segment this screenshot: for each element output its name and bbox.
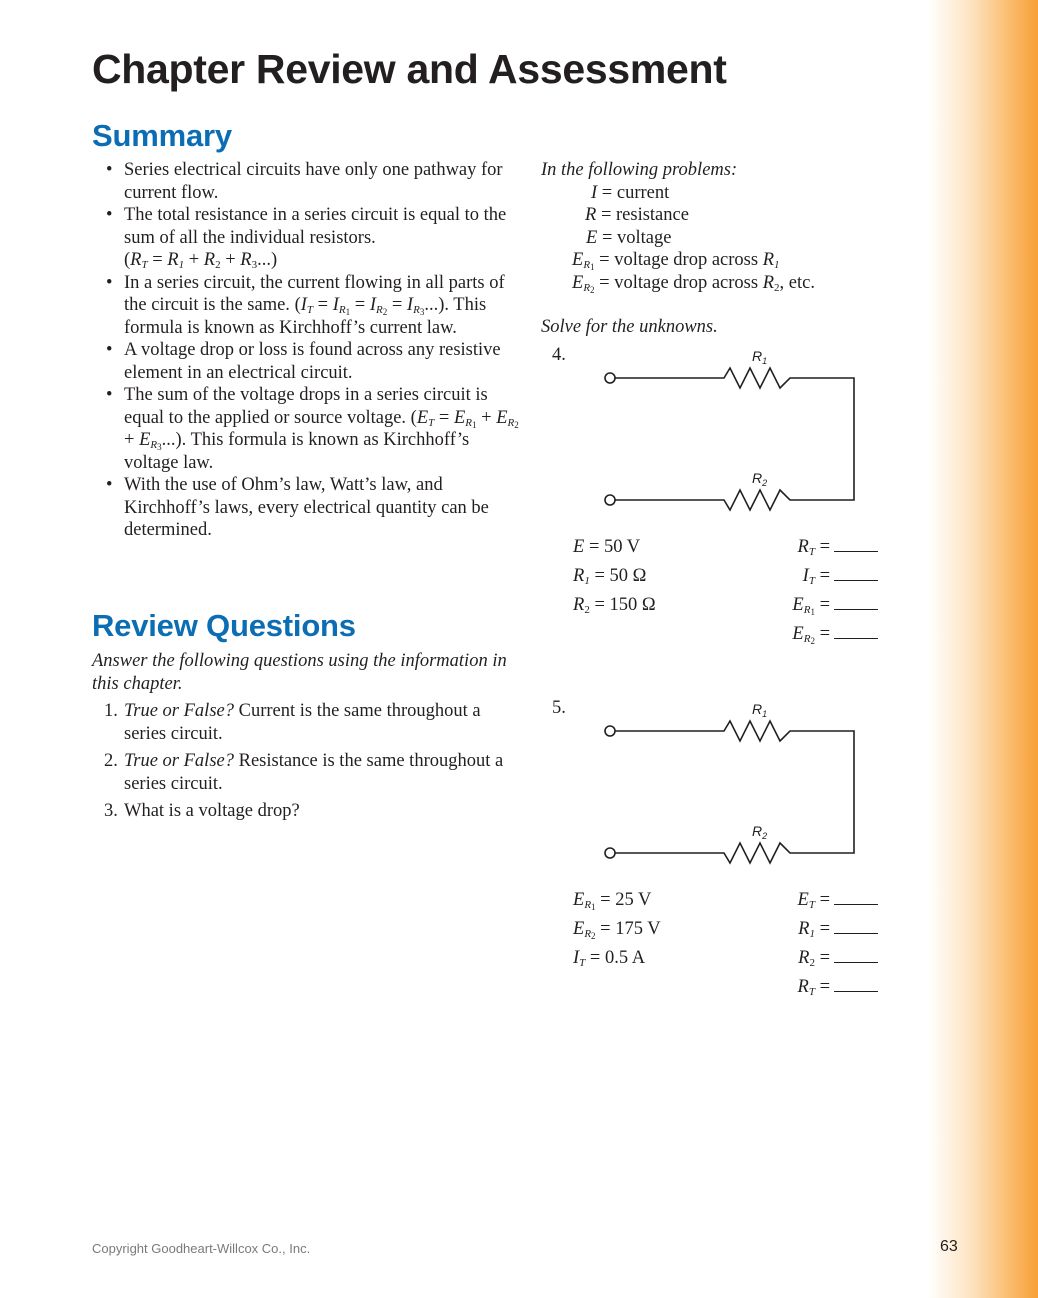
answer-blank[interactable] bbox=[834, 566, 878, 581]
summary-bullet: • A voltage drop or loss is found across any resistive element in an electrical circuit. bbox=[104, 339, 524, 384]
series-circuit-diagram bbox=[600, 345, 860, 515]
answer-rt: $R_T$ = bbox=[798, 977, 879, 998]
answer-blank[interactable] bbox=[834, 890, 878, 905]
solve-instruction: Solve for the unknowns. bbox=[541, 317, 718, 337]
resistor-r1-label: $R_1$ bbox=[752, 701, 768, 719]
terminal-bottom bbox=[605, 495, 615, 505]
summary-bullet: • With the use of Ohm’s law, Watt’s law, and Kirchhoff’s laws, every electrical quantity can be determined. bbox=[104, 474, 524, 542]
question-item: 3. What is a voltage drop? bbox=[104, 801, 300, 821]
copyright-notice: Copyright Goodheart-Willcox Co., Inc. bbox=[92, 1241, 311, 1256]
given-e: E = 50 V bbox=[573, 537, 641, 557]
summary-list bbox=[104, 159, 524, 542]
problem-number: 5. bbox=[552, 698, 566, 718]
review-heading: Review Questions bbox=[92, 608, 356, 643]
circuit-wire bbox=[615, 721, 854, 863]
summary-heading: Summary bbox=[92, 118, 232, 153]
series-circuit-diagram bbox=[600, 698, 860, 868]
answer-et: $E_T$ = bbox=[798, 890, 879, 911]
terminal-top bbox=[605, 726, 615, 736]
page-title: Chapter Review and Assessment bbox=[92, 46, 727, 92]
resistor-r2-label: $R_2$ bbox=[752, 470, 768, 488]
answer-blank[interactable] bbox=[834, 537, 878, 552]
def-er1: $E_{R_1}$ = voltage drop across $R_1$ bbox=[572, 250, 780, 272]
problems-section bbox=[541, 159, 921, 337]
terminal-bottom bbox=[605, 848, 615, 858]
summary-bullet: • The total resistance in a series circuit is equal to the sum of all the individual resistors. $(R_T = R_1 + R_2 + R_3...)$ bbox=[104, 204, 524, 272]
answer-blank[interactable] bbox=[834, 624, 878, 639]
terminal-top bbox=[605, 373, 615, 383]
question-list bbox=[104, 700, 514, 828]
total-resistance-formula: $(R_T = R_1 + R_2 + R_3...)$ bbox=[124, 250, 278, 271]
answer-er2: $E_{R_2}$ = bbox=[792, 624, 878, 645]
def-current: I = current bbox=[591, 182, 670, 203]
answer-blank[interactable] bbox=[834, 977, 878, 992]
answer-blank[interactable] bbox=[834, 595, 878, 610]
given-r1: $R_1 = 50$ Ω bbox=[573, 566, 647, 587]
problem-number: 4. bbox=[552, 345, 566, 365]
page-number: 63 bbox=[940, 1238, 958, 1255]
def-voltage: E = voltage bbox=[586, 227, 672, 248]
resistor-r2-label: $R_2$ bbox=[752, 823, 768, 841]
problems-intro: In the following problems: bbox=[541, 160, 738, 180]
resistor-r1-label: $R_1$ bbox=[752, 348, 768, 366]
page-edge-gradient bbox=[928, 0, 1038, 1298]
def-er2: $E_{R_2}$ = voltage drop across $R_2$, etc. bbox=[572, 273, 815, 295]
given-er1: $E_{R_1} = 25$ V bbox=[573, 890, 652, 912]
answer-rt: $R_T$ = bbox=[798, 537, 879, 558]
answer-r2: $R_2$ = bbox=[798, 948, 878, 969]
answer-r1: $R_1$ = bbox=[798, 919, 878, 940]
given-it: $I_T = 0.5$ A bbox=[573, 948, 646, 969]
def-resistance: R = resistance bbox=[585, 205, 689, 225]
answer-er1: $E_{R_1}$ = bbox=[792, 595, 878, 616]
question-item: 2. True or False? Resistance is the same throughout a series circuit. bbox=[104, 751, 504, 794]
answer-blank[interactable] bbox=[834, 948, 878, 963]
circuit-wire bbox=[615, 368, 854, 510]
given-r2: $R_2 = 150$ Ω bbox=[573, 595, 656, 616]
summary-bullet: • In a series circuit, the current flowing in all parts of the circuit is the same. $(I_T = I_{R_1} = I_{R_2} = I_{R_3}...)$. This formula is known as Kirchhoff’s current law. bbox=[104, 272, 524, 340]
voltage-law-formula: $(E_T = E_{R_1} + E_{R_2} + E_{R_3}...)$. bbox=[124, 407, 519, 452]
answer-it: $I_T$ = bbox=[803, 566, 878, 587]
answer-blank[interactable] bbox=[834, 919, 878, 934]
current-law-formula: $(I_T = I_{R_1} = I_{R_2} = I_{R_3}...)$. bbox=[294, 295, 449, 317]
review-instructions: Answer the following questions using the information in this chapter. bbox=[92, 651, 507, 694]
question-item: 1. True or False? Current is the same throughout a series circuit. bbox=[104, 701, 481, 744]
summary-bullet: • Series electrical circuits have only one pathway for current flow. bbox=[104, 159, 524, 204]
given-er2: $E_{R_2} = 175$ V bbox=[573, 919, 661, 941]
summary-bullet: • The sum of the voltage drops in a series circuit is equal to the applied or source voltage. $(E_T = E_{R_1} + E_{R_2} + E_{R_3}...)$. This formula is known as Kirchhoff’s voltage law. bbox=[104, 384, 524, 474]
